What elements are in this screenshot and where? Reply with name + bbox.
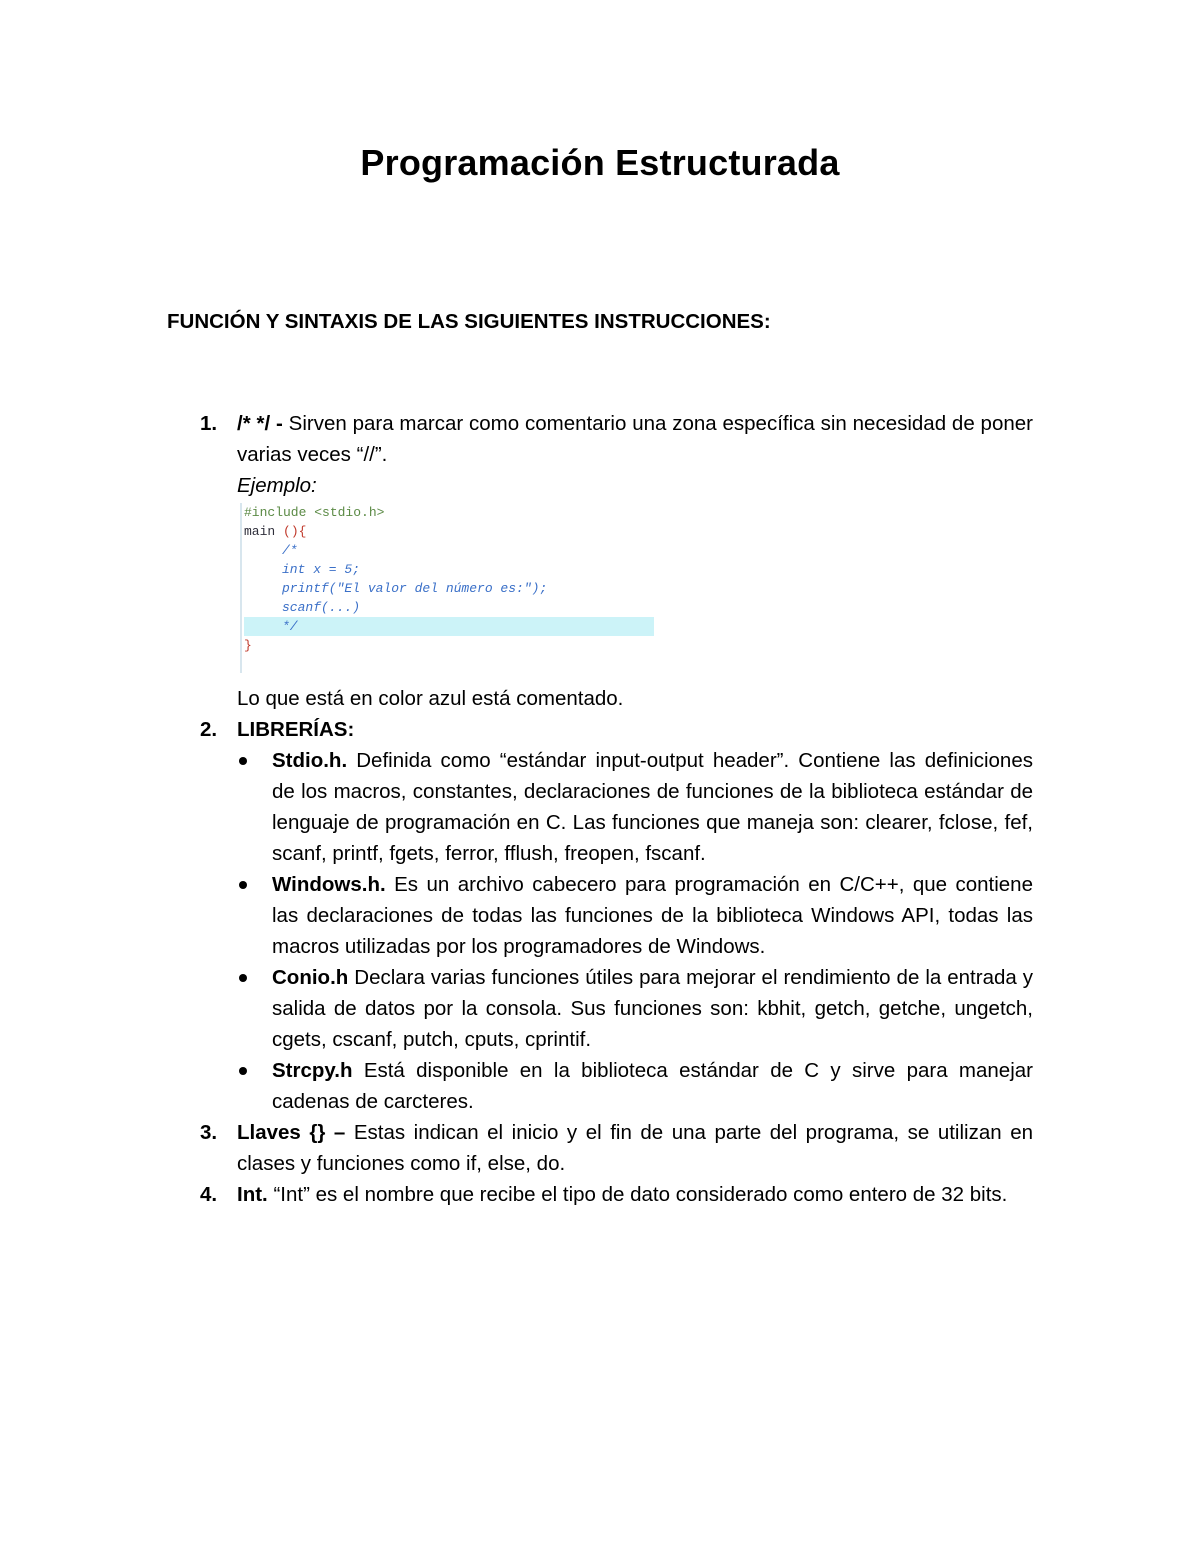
bullet-icon xyxy=(239,1067,247,1075)
item-description xyxy=(237,1117,1033,1179)
library-list xyxy=(237,745,1033,1117)
code-line: /* xyxy=(282,543,298,558)
item-term: LIBRERÍAS: xyxy=(237,718,355,741)
library-name: Stdio.h. xyxy=(272,749,348,772)
item-term: Int. xyxy=(237,1183,268,1206)
after-code-text: Lo que está en color azul está comentado. xyxy=(237,687,624,710)
item-number: 4. xyxy=(200,1183,218,1206)
item-number: 1. xyxy=(200,412,218,435)
item-number: 3. xyxy=(200,1121,218,1144)
library-text: Definida como “estándar input-output header”. Contiene las definiciones de los macros, constantes, declaraciones de funciones de la biblioteca estándar de lenguaje de programación en C. Las funciones que maneja son: clearer, fclose, fef, scanf, printf, fgets, ferror, fflush, freopen, fscanf. xyxy=(272,749,1033,865)
list-item xyxy=(200,1179,1033,1210)
library-text: Es un archivo cabecero para programación en C/C++, que contiene las declaraciones de todas las funciones de la biblioteca Windows API, todas las macros utilizadas por los programadores de Windows. xyxy=(272,873,1033,958)
library-item xyxy=(237,1055,1033,1117)
item-number: 2. xyxy=(200,718,218,741)
code-line: */ xyxy=(282,619,298,634)
bullet-icon xyxy=(239,974,247,982)
page-title: Programación Estructurada xyxy=(360,142,840,183)
library-text: Declara varias funciones útiles para mejorar el rendimiento de la entrada y salida de datos por la consola. Sus funciones son: kbhit, getch, getche, ungetch, cgets, cscanf, putch, cputs, cprintif. xyxy=(272,966,1033,1051)
library-text: Está disponible en la biblioteca estándar de C y sirve para manejar cadenas de carcteres. xyxy=(272,1059,1033,1113)
library-item xyxy=(237,962,1033,1055)
code-example xyxy=(240,503,654,673)
bullet-icon xyxy=(239,757,247,765)
bullet-icon xyxy=(239,881,247,889)
library-name: Conio.h xyxy=(272,966,349,989)
code-line: printf("El valor del número es:"); xyxy=(282,581,548,596)
item-text: Estas indican el inicio y el fin de una parte del programa, se utilizan en clases y funciones como if, else, do. xyxy=(237,1121,1033,1175)
list-item xyxy=(200,408,1033,714)
instruction-list xyxy=(200,408,1033,1210)
item-term: Llaves {} – xyxy=(237,1121,346,1144)
library-item xyxy=(237,745,1033,869)
item-description xyxy=(237,1179,1033,1210)
code-line: int x = 5; xyxy=(282,562,361,577)
code-line: scanf(...) xyxy=(282,600,361,615)
section-heading: FUNCIÓN Y SINTAXIS DE LAS SIGUIENTES INSTRUCCIONES: xyxy=(167,310,771,333)
code-paren: (){ xyxy=(283,524,307,539)
library-name: Windows.h. xyxy=(272,873,386,896)
example-label: Ejemplo: xyxy=(237,474,317,497)
library-name: Strcpy.h xyxy=(272,1059,353,1082)
item-text: “Int” es el nombre que recibe el tipo de dato considerado como entero de 32 bits. xyxy=(267,1183,1008,1206)
code-keyword: main xyxy=(244,524,284,539)
list-item xyxy=(200,714,1033,1117)
code-highlight-line xyxy=(244,617,654,636)
code-line: } xyxy=(244,638,252,653)
code-line xyxy=(244,522,306,541)
item-description xyxy=(237,408,1033,470)
item-text: Sirven para marcar como comentario una zona específica sin necesidad de poner varias veces “//”. xyxy=(237,412,1033,466)
list-item xyxy=(200,1117,1033,1179)
library-item xyxy=(237,869,1033,962)
code-line: #include <stdio.h> xyxy=(244,505,385,520)
item-term: /* */ - xyxy=(237,412,283,435)
